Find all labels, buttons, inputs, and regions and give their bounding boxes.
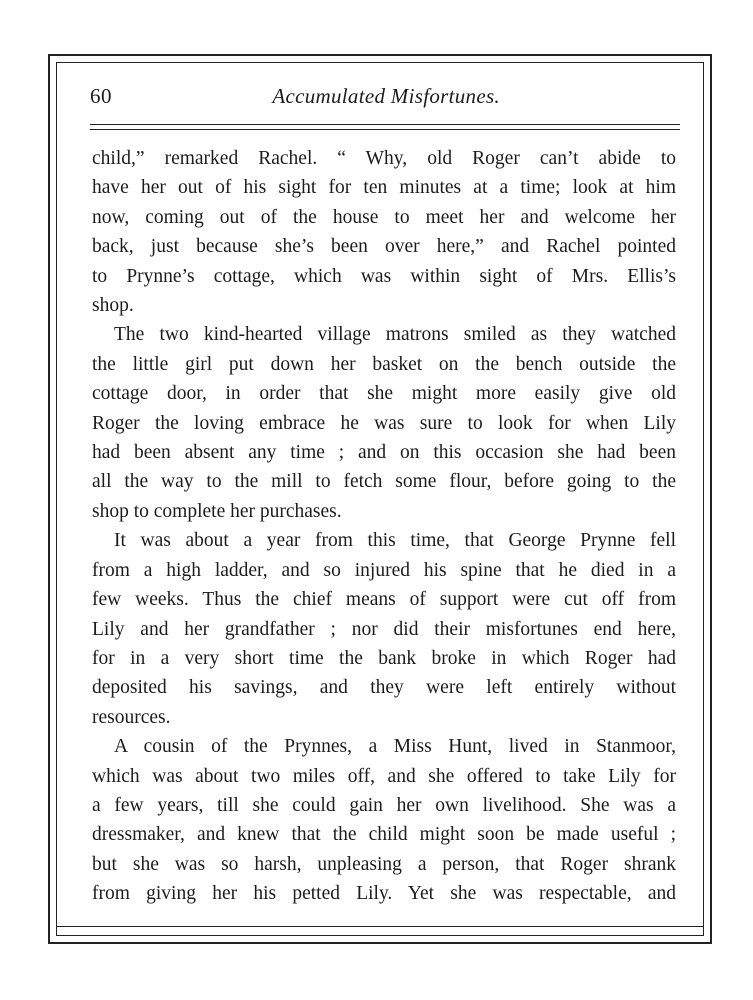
text-line: for in a very short time the bank broke in which Roger had — [92, 647, 676, 669]
header-rule-bottom — [90, 129, 680, 130]
text-line: had been absent any time ; and on this occasion she had been — [92, 442, 676, 464]
running-header — [90, 80, 676, 116]
text-line: have her out of his sight for ten minutes at a time; look at him — [92, 177, 676, 199]
text-line: The two kind-hearted village matrons smiled as they watched — [114, 324, 676, 346]
page-number: 60 — [90, 84, 112, 108]
text-line: deposited his savings, and they were left entirely without — [92, 677, 676, 699]
text-line: to Prynne’s cottage, which was within sight of Mrs. Ellis’s — [92, 265, 676, 287]
text-line: shop. — [92, 295, 134, 317]
text-line: few weeks. Thus the chief means of support were cut off from — [92, 589, 676, 611]
text-line: a few years, till she could gain her own livelihood. She was a — [92, 794, 676, 816]
text-line: dressmaker, and knew that the child might soon be made useful ; — [92, 824, 676, 846]
text-line: now, coming out of the house to meet her and welcome her — [92, 206, 676, 228]
text-line: from a high ladder, and so injured his spine that he died in a — [92, 559, 676, 581]
text-line: from giving her his petted Lily. Yet she was respectable, and — [92, 883, 676, 905]
body-text — [92, 144, 676, 909]
running-title: Accumulated Misfortunes. — [272, 84, 500, 108]
text-line: resources. — [92, 706, 171, 728]
text-line: child,” remarked Rachel. “ Why, old Roger can’t abide to — [92, 148, 676, 169]
text-line: back, just because she’s been over here,” and Rachel pointed — [92, 236, 676, 258]
text-line: which was about two miles off, and she offered to take Lily for — [92, 765, 676, 787]
text-line: Lily and her grandfather ; nor did their misfortunes end here, — [92, 618, 676, 640]
text-line: cottage door, in order that she might more easily give old — [92, 383, 676, 405]
header-rule-top — [90, 124, 680, 125]
text-line: but she was so harsh, unpleasing a person, that Roger shrank — [92, 853, 676, 875]
text-line: all the way to the mill to fetch some flour, before going to the — [92, 471, 676, 493]
text-line: the little girl put down her basket on the bench outside the — [92, 353, 676, 375]
text-line: Roger the loving embrace he was sure to look for when Lily — [92, 412, 676, 434]
page-border-bottom-rule — [56, 926, 704, 927]
text-line: It was about a year from this time, that George Prynne fell — [114, 530, 676, 552]
text-line: A cousin of the Prynnes, a Miss Hunt, lived in Stanmoor, — [114, 736, 676, 758]
text-line: shop to complete her purchases. — [92, 500, 342, 522]
